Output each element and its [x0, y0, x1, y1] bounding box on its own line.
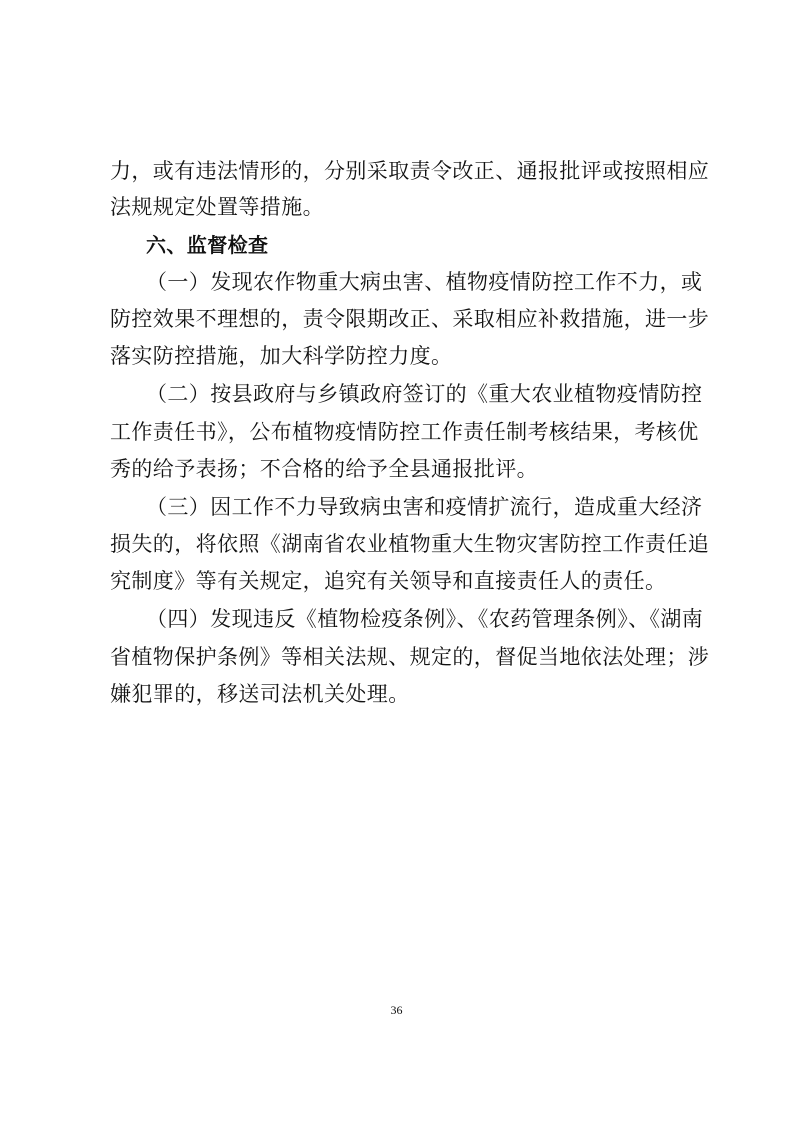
text-line: 究制度》等有关规定，追究有关领导和直接责任人的责任。 — [110, 569, 667, 593]
text-line: （一）发现农作物重大病虫害、植物疫情防控工作不力，或 — [146, 270, 703, 294]
text-line: （二）按县政府与乡镇政府签订的《重大农业植物疫情防控 — [146, 382, 703, 406]
text-line: （三）因工作不力导致病虫害和疫情扩流行，造成重大经济 — [146, 495, 703, 519]
text-line: 工作责任书》，公布植物疫情防控工作责任制考核结果，考核优 — [110, 420, 699, 444]
text-line: 防控效果不理想的，责令限期改正、采取相应补救措施，进一步 — [110, 307, 710, 331]
text-line: 秀的给予表扬；不合格的给予全县通报批评。 — [110, 457, 538, 481]
text-line: 损失的，将依照《湖南省农业植物重大生物灾害防控工作责任追 — [110, 532, 710, 556]
text-line: 嫌犯罪的，移送司法机关处理。 — [110, 682, 410, 706]
text-line: （四）发现违反《植物检疫条例》、《农药管理条例》、《湖南 — [146, 607, 704, 631]
text-line: 省植物保护条例》等相关法规、规定的，督促当地依法处理；涉 — [110, 645, 710, 669]
text-line: 法规规定处置等措施。 — [110, 195, 324, 219]
page-number: 36 — [390, 1003, 403, 1017]
text-line: 力，或有违法情形的，分别采取责令改正、通报批评或按照相应 — [110, 159, 710, 183]
text-line: 落实防控措施，加大科学防控力度。 — [110, 344, 453, 368]
section-heading: 六、监督检查 — [146, 233, 269, 257]
